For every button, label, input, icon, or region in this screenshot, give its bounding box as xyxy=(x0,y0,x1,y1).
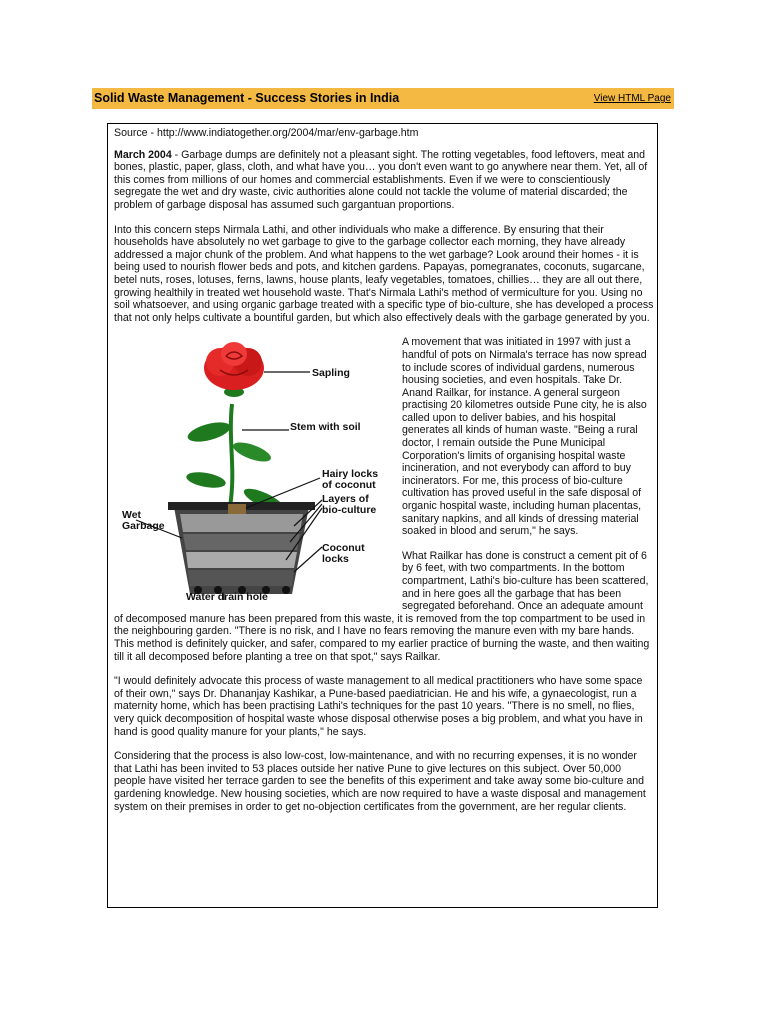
label-wet-1: Wet xyxy=(122,509,142,522)
stem-shape xyxy=(230,404,232,507)
label-sapling: Sapling xyxy=(312,367,350,380)
label-coconut-2: locks xyxy=(322,553,349,566)
label-coconut-1: Coconut xyxy=(322,542,365,555)
pot-diagram xyxy=(114,332,394,604)
label-layers-1: Layers of xyxy=(322,493,369,506)
figure-section xyxy=(114,336,654,663)
rose-flower xyxy=(204,342,264,390)
paragraph-3: A movement that was initiated in 1997 with just a handful of pots on Nirmala's terrace has now spread to include scores of individual gardens, numerous housing societies, and even hospitals. Take Dr. Anand Railkar, for instance. A general surgeon practising 20 kilometres outside Pune city, he is also called upon to deliver babies, and his hospital generates all kinds of human waste. "Being a rural doctor, I remain outside the Pune Municipal Corporation's limits of organising hospital waste incineration, and not everybody can afford to buy incinerators. For me, this process of bio-culture cultivation has proved useful in the safe disposal of organic hospital waste, including human placentas, sanitary napkins, and all kinds of dressing material soaked in blood and serum," he says. xyxy=(402,336,647,538)
label-layers-2: bio-culture xyxy=(322,504,377,517)
label-hairy-2: of coconut xyxy=(322,479,376,492)
view-html-page-link[interactable]: View HTML Page xyxy=(593,93,671,104)
pot-shape xyxy=(168,502,315,594)
leaf-shape xyxy=(186,419,233,446)
article-box xyxy=(107,123,658,908)
paragraph-5: "I would definitely advocate this process of waste management to all medical practitioners who have some space of their own," says Dr. Dhananjay Kashikar, a Pune-based paediatrician. He and his wife, a gynaecologist, run a maternity home, which has been practising Lathi's techniques for the past 10 years. "There is no smell, no flies, very quick decomposition of hospital waste whose disposal otherwise poses a big problem, and what you have in hand is good quality manure for your plants," he says. xyxy=(114,675,643,738)
paragraph-6: Considering that the process is also low-cost, low-maintenance, and with no recurring expenses, it is no wonder that Lathi has been invited to 53 places outside her native Pune to give lectures on this subject. Over 50,000 people have visited her terrace garden to see the benefits of this experiment and take away some bio-culture and gardening knowledge. New housing societies, which are now required to have a waste disposal and management system on their premises in order to get no-objection certificates from the government, are her regular clients. xyxy=(114,750,646,813)
paragraph-1 xyxy=(114,149,654,212)
paragraph-2: Into this concern steps Nirmala Lathi, and other individuals who make a difference. By ensuring that their households have absolutely no wet garbage to give to the garbage collector each morning, they have already addressed a major chunk of the problem. And what happens to the wet garbage? Look around their homes - it is being used to nourish flower beds and pots, and kitchen gardens. Papayas, pomegranates, coconuts, sugarcane, betel nuts, roses, lotuses, ferns, lawns, house plants, leafy vegetables, tomatoes, chillies… they are all out there, growing healthily in treated wet household waste. That's Nirmala Lathi's method of vermiculture for you. Using no soil whatsoever, and using organic garbage treated with a specific type of bio-culture, she has developed a process that not only helps cultivate a bountiful garden, but which also effectively deals with the garbage generated by you. xyxy=(114,223,654,324)
document-header xyxy=(92,88,674,109)
source-line: Source - http://www.indiatogether.org/2004/mar/env-garbage.htm xyxy=(114,127,419,139)
article-date: March 2004 xyxy=(114,148,172,161)
paragraph-4: What Railkar has done is construct a cement pit of 6 by 6 feet, with two compartments. In the bottom compartment, Lathi's bio-culture has been scattered, and in here goes all the garbage that has been segregated beforehand. Once an adequate amount of decomposed manure has been prepared from this waste, it is removed from the top compartment to be used in the neighbouring garden. "There is no risk, and I have no fears removing the manure even with my bare hands. This method is definitely quicker, and safer, compared to my earlier practice of burning the waste, and then waiting till it all decomposed before planting a tree on that spot," says Railkar. xyxy=(114,549,650,663)
paragraph-1-text: - Garbage dumps are definitely not a pleasant sight. The rotting vegetables, food leftovers, meat and bones, plastic, paper, glass, cloth, and what have you… you don't even want to go anywhere near them. Yet, all of this comes from millions of our homes and commercial establishments. Even if we were to conscientiously segregate the wet and dry waste, civic authorities alone could not tackle the volume of material discarded; the problem of garbage disposal has assumed such gargantuan proportions. xyxy=(114,148,648,211)
label-wet-2: Garbage xyxy=(122,520,165,533)
label-stem: Stem with soil xyxy=(290,421,361,434)
pot-diagram-svg xyxy=(114,332,394,604)
leaf-shape xyxy=(185,470,227,491)
document-title: Solid Waste Management - Success Stories in India xyxy=(94,91,400,105)
leaf-shape xyxy=(231,439,273,466)
label-hairy-1: Hairy locks xyxy=(322,468,379,481)
label-drain: Water drain hole xyxy=(186,591,268,604)
article-content xyxy=(114,127,654,825)
